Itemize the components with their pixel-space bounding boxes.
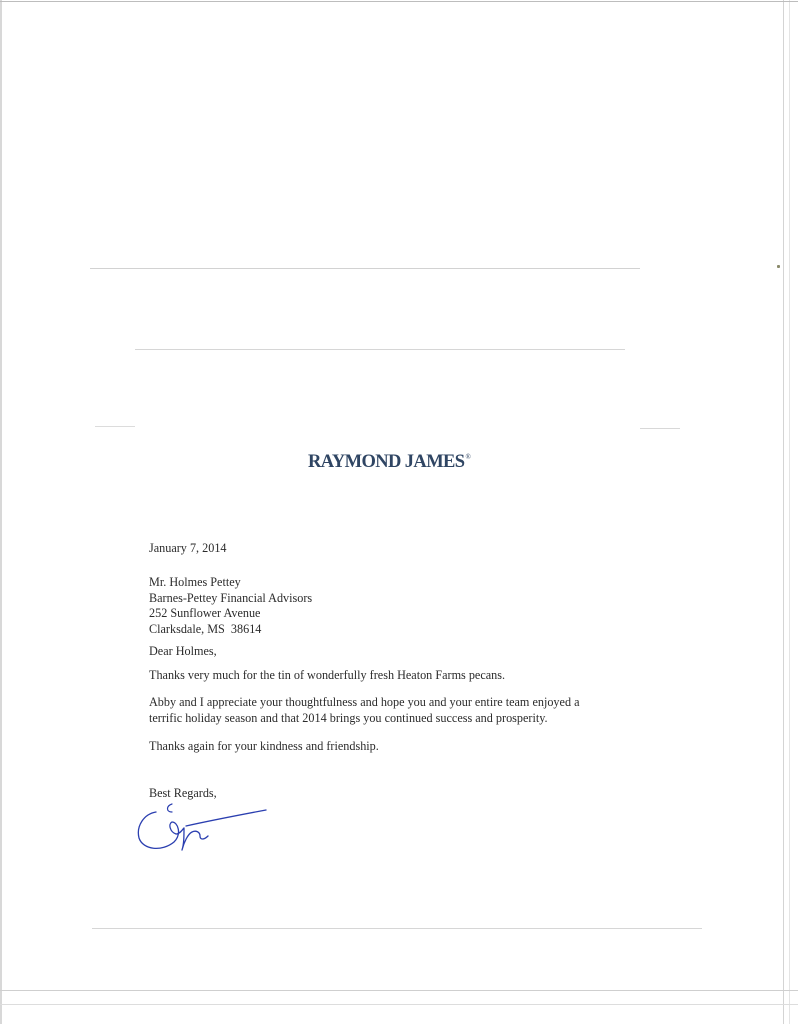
salutation: Dear Holmes, [149, 644, 217, 658]
paragraph-2 [149, 694, 580, 726]
scan-edge-left [0, 0, 2, 1024]
paragraph-3: Thanks again for your kindness and friendship. [149, 739, 379, 753]
paragraph-2-line-2: terrific holiday season and that 2014 brings you continued success and prosperity. [149, 711, 548, 725]
scan-artifact-line [0, 1, 798, 2]
recipient-name: Mr. Holmes Pettey [149, 575, 241, 589]
paragraph-2-line-1: Abby and I appreciate your thoughtfulness and hope you and your entire team enjoyed a [149, 695, 580, 709]
scan-artifact-line [135, 349, 625, 350]
closing: Best Regards, [149, 786, 217, 800]
scan-artifact-line [640, 428, 680, 429]
scan-speck [777, 265, 780, 268]
recipient-company: Barnes-Pettey Financial Advisors [149, 590, 313, 605]
letter-date: January 7, 2014 [149, 541, 227, 555]
scan-artifact-line [90, 268, 640, 269]
scan-artifact-line [92, 928, 702, 929]
registered-mark: ® [465, 453, 471, 461]
recipient-address [149, 575, 312, 637]
logo-text: RAYMOND JAMES [308, 452, 465, 472]
handwritten-signature [134, 800, 274, 856]
recipient-street: 252 Sunflower Avenue [149, 606, 261, 620]
paragraph-1: Thanks very much for the tin of wonderfully fresh Heaton Farms pecans. [149, 668, 506, 682]
scan-edge-right-inner [789, 0, 790, 1024]
recipient-city: Clarksdale, MS 38614 [149, 621, 262, 636]
raymond-james-logo [308, 452, 470, 473]
scan-artifact-line [0, 1004, 798, 1005]
scan-artifact-line [95, 426, 135, 427]
scan-artifact-line [0, 990, 798, 991]
scan-edge-right [783, 0, 784, 1024]
